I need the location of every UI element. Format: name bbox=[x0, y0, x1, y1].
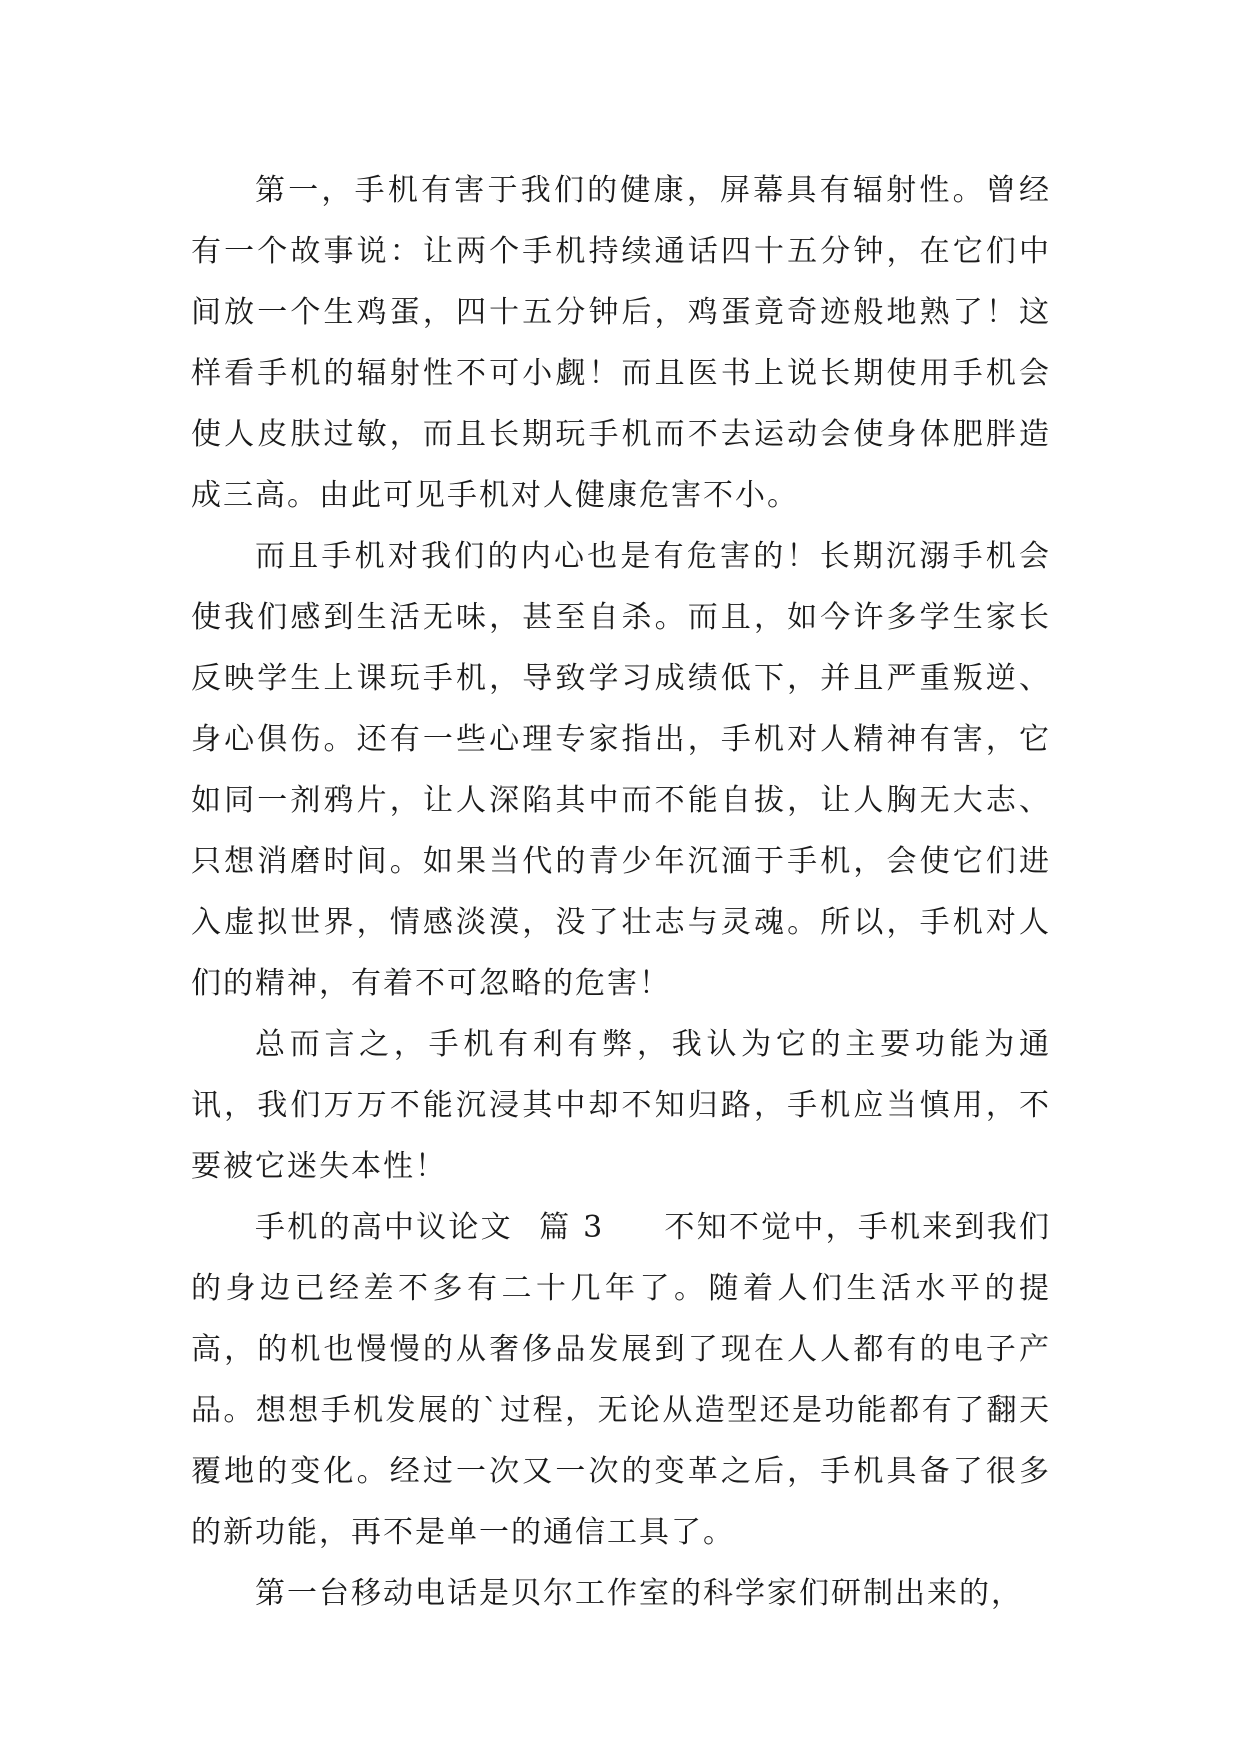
paragraph-health: 第一，手机有害于我们的健康，屏幕具有辐射性。曾经有一个故事说：让两个手机持续通话四十五分钟，在它们中间放一个生鸡蛋，四十五分钟后，鸡蛋竟奇迹般地熟了！这样看手机的辐射性不可小觑！而且医书上说长期使用手机会使人皮肤过敏，而且长期玩手机而不去运动会使身体肥胖造成三高。由此可见手机对人健康危害不小。 bbox=[191, 173, 1051, 513]
paragraph-mental: 而且手机对我们的内心也是有危害的！长期沉溺手机会使我们感到生活无味，甚至自杀。而且，如今许多学生家长反映学生上课玩手机，导致学习成绩低下，并且严重叛逆、身心俱伤。还有一些心理专家指出，手机对人精神有害，它如同一剂鸦片，让人深陷其中而不能自拔，让人胸无大志、只想消磨时间。如果当代的青少年沉湎于手机，会使它们进入虚拟世界，情感淡漠，没了壮志与灵魂。所以，手机对人们的精神，有着不可忽略的危害！ bbox=[191, 539, 1051, 1001]
paragraph-first-phone: 第一台移动电话是贝尔工作室的科学家们研制出来的， bbox=[255, 1576, 1023, 1611]
section-title: 手机的高中议论文 bbox=[255, 1210, 513, 1245]
article-body bbox=[191, 160, 1051, 1624]
section-3-paragraph bbox=[191, 1197, 1051, 1563]
paragraph-conclusion: 总而言之，手机有利有弊，我认为它的主要功能为通讯，我们万万不能沉浸其中却不知归路，手机应当慎用，不要被它迷失本性！ bbox=[191, 1027, 1051, 1184]
section-label: 篇 3 bbox=[538, 1210, 605, 1245]
section-paragraph: 不知不觉中，手机来到我们的身边已经差不多有二十几年了。随着人们生活水平的提高，的机也慢慢的从奢侈品发展到了现在人人都有的电子产品。想想手机发展的`过程，无论从造型还是功能都有了翻天覆地的变化。经过一次又一次的变革之后，手机具备了很多的新功能，再不是单一的通信工具了。 bbox=[191, 1210, 1052, 1550]
